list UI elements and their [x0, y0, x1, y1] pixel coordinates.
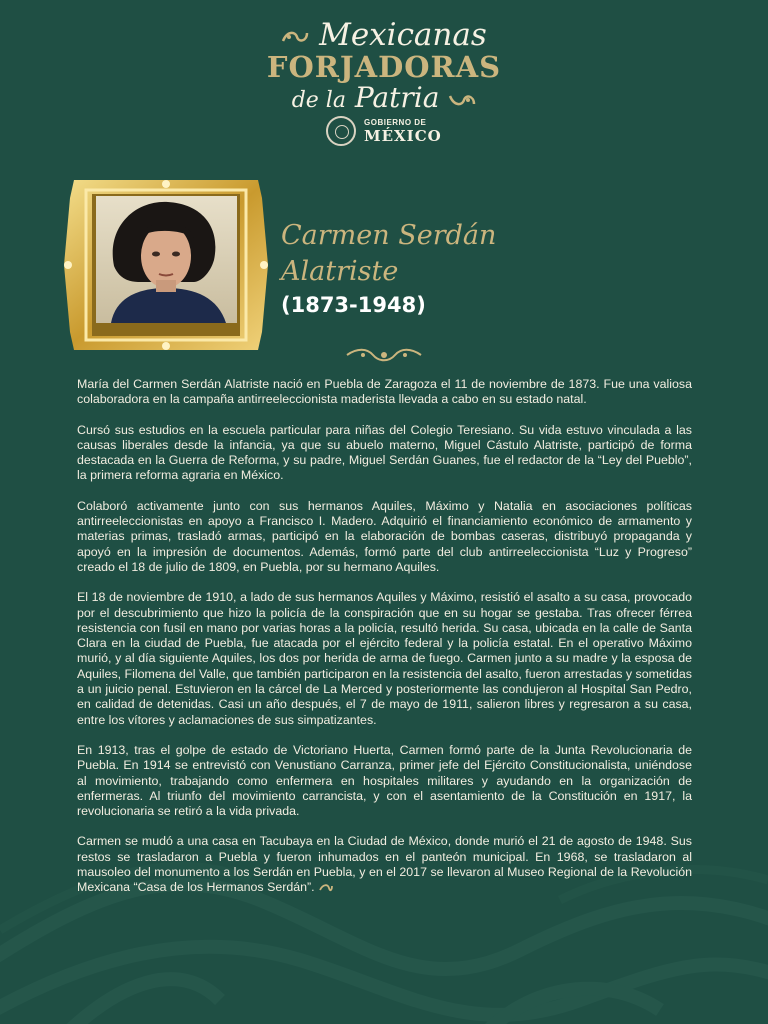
- profile-heading: [281, 218, 496, 320]
- bio-paragraph-3: Colaboró activamente junto con sus hermanos Aquiles, Máximo y Natalia en asociaciones políticas antirreeleccionistas en apoyo a Francisco I. Madero. Adquirió el financiamiento económico de armamento y materias primas, trasladó armas, participó en la elaboración de bombas caseras, distribuyó propaganda y apoyó en la impresión de documentos. Además, formó parte del club antirreeleccionista “Luz y Progreso” creado el 18 de julio de 1809, en Puebla, por su hermano Aquiles.: [77, 498, 692, 574]
- gov-label-big: MÉXICO: [364, 127, 442, 145]
- bio-paragraph-5: En 1913, tras el golpe de estado de Victoriano Huerta, Carmen formó parte de la Junta Revolucionaria de Puebla. En 1914 se entrevistó con Venustiano Carranza, primer jefe del Ejército Constitucionalista, uniéndose al movimiento, trabajando como enfermera en hospitales militares y ayudando en la organización de enfermeras. Al triunfo del movimiento carrancista, y con el asentamiento de la Constitución en 1917, la revolucionaria se retiró a la vida privada.: [77, 742, 692, 819]
- national-seal-icon: [326, 116, 356, 146]
- logo-line-3: [0, 82, 768, 117]
- flourish-right-icon: [448, 90, 476, 110]
- flourish-left-icon: [281, 27, 309, 47]
- gobierno-de-mexico-logo: [326, 116, 456, 148]
- gov-label-small: GOBIERNO DE: [364, 118, 427, 127]
- life-dates: (1873-1948): [281, 293, 426, 317]
- name-line-1: Carmen Serdán: [281, 220, 497, 251]
- end-flourish-icon: [319, 882, 333, 894]
- bio-paragraph-4: El 18 de noviembre de 1910, a lado de sus hermanos Aquiles y Máximo, resistió el asalto a su casa, provocado por el descubrimiento que hizo la policía de la conspiración que en su hogar se gestaba. Tras ofrecer férrea resistencia con fusil en mano por varias horas a la policía, resultó herida. Su casa, ubicada en la calle de Santa Clara en la ciudad de Puebla, fue atacada por el ejército federal y la policía estatal. En el operativo Máximo murió, y al día siguiente Aquiles, los dos por herida de arma de fuego. Carmen junto a su madre y la esposa de Aquiles, Filomena del Valle, que también participaron en la resistencia del asalto, fueron arrestadas y sometidas a un juicio penal. Estuvieron en la cárcel de La Merced y posteriormente las condujeron al Hospital San Pedro, en calidad de detenidas. Casi un año después, el 7 de mayo de 1911, salieron libres y regresaron a su casa, entre los vítores y aclamaciones de sus simpatizantes.: [77, 590, 692, 727]
- logo-line-1: [0, 18, 768, 52]
- portrait-image: [96, 196, 237, 323]
- logo-patria: Patria: [354, 81, 440, 114]
- bio-paragraph-6: [77, 834, 692, 895]
- bio-paragraph-2: Cursó sus estudios en la escuela particular para niñas del Colegio Teresiano. Su vida estuvo vinculada a las causas liberales desde la infancia, ya que su abuelo materno, Miguel Cástulo Alatriste, participó de forma destacada en la Guerra de Reforma, y su padre, Miguel Serdán Guanes, fue el redactor de la “Ley del Pueblo”, la primera reforma agraria en México.: [77, 422, 692, 483]
- biography: [77, 377, 692, 911]
- logo-forjadoras: FORJADORAS: [266, 50, 502, 84]
- logo-mexicanas: Mexicanas: [319, 17, 487, 53]
- bio-paragraph-6-text: Carmen se mudó a una casa en Tacubaya en la Ciudad de México, donde murió el 21 de agosto de 1948. Sus restos se trasladaron a Puebla y fueron inhumados en el panteón municipal. En 1968, se trasladaron al mausoleo del monumento a los Serdán en Puebla, y en el 2017 se llevaron al Museo Regional de la Revolución Mexicana “Casa de los Hermanos Serdán”.: [77, 834, 692, 895]
- bio-paragraph-1: María del Carmen Serdán Alatriste nació en Puebla de Zaragoza el 11 de noviembre de 1873. Fue una valiosa colaboradora en la campaña antirreeleccionista maderista llevada a cabo en su estado natal.: [77, 377, 692, 407]
- header-logo: [0, 18, 768, 117]
- ornament-divider-icon: [345, 346, 423, 364]
- logo-de-la: de la: [291, 88, 346, 113]
- name-line-2: Alatriste: [281, 256, 399, 287]
